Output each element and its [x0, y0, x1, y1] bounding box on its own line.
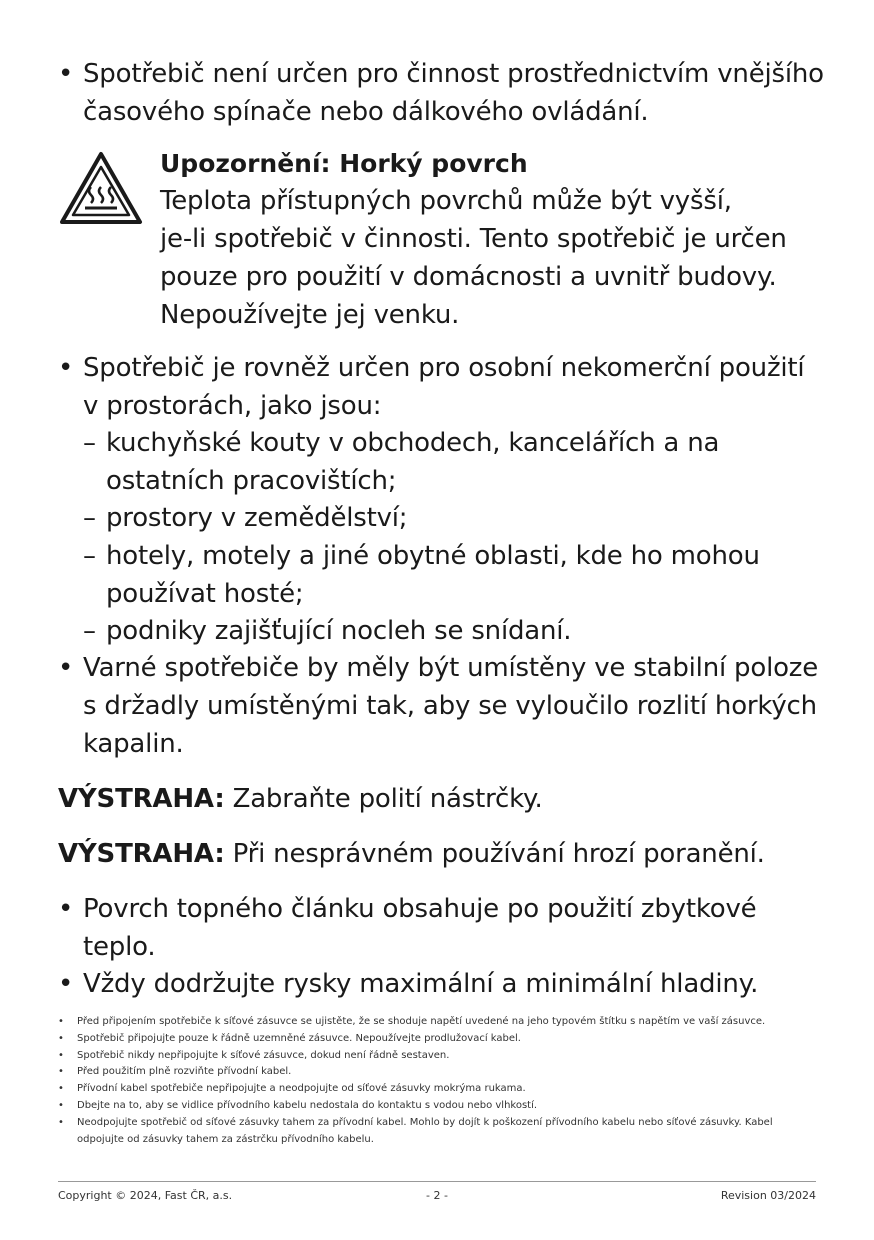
warning-statement: [58, 780, 543, 818]
bullet-icon: •: [58, 1066, 64, 1078]
bullet-icon: •: [58, 1049, 64, 1061]
small-list-item: [58, 1081, 818, 1098]
list-item: [58, 55, 824, 131]
dash-icon: –: [83, 616, 96, 646]
dash-item: [83, 424, 719, 500]
list-item: [58, 649, 818, 763]
dash-icon: –: [83, 503, 96, 533]
bullet-icon: •: [58, 1099, 64, 1111]
dash-item: [83, 537, 760, 613]
text-line: Spotřebič není určen pro činnost prostřednictvím vnějšího: [83, 59, 824, 89]
small-list-text: Před připojením spotřebiče k síťové zásuvce se ujistěte, že se shoduje napětí uvedené na jeho typovém štítku s napětím ve vaší zásuvce.: [77, 1016, 766, 1027]
warning-text: [160, 182, 840, 334]
bullet-icon: •: [58, 353, 74, 383]
text-line: kuchyňské kouty v obchodech, kancelářích a na: [106, 428, 720, 458]
text-line: teplo.: [83, 932, 156, 962]
footer-copyright: Copyright © 2024, Fast ČR, a.s.: [58, 1189, 233, 1202]
dash-icon: –: [83, 428, 96, 458]
dash-item: [83, 612, 571, 650]
bullet-icon: •: [58, 894, 74, 924]
bullet-icon: •: [58, 1116, 64, 1128]
text-line: Vždy dodržujte rysky maximální a minimální hladiny.: [83, 969, 759, 999]
list-item: [58, 965, 758, 1003]
small-list-text: Dbejte na to, aby se vidlice přívodního kabelu nedostala do kontaktu s vodou nebo vlhkostí.: [77, 1099, 538, 1111]
warning-statement-text: Při nesprávném používání hrozí poranění.: [224, 839, 765, 869]
bullet-icon: •: [58, 969, 74, 999]
small-list-item: [58, 1048, 818, 1065]
small-list-text: Spotřebič připojujte pouze k řádně uzemněné zásuvce. Nepoužívejte prodlužovací kabel.: [77, 1032, 521, 1044]
text-line: je-li spotřebič v činnosti. Tento spotřebič je určen: [160, 224, 787, 254]
warning-label: VÝSTRAHA:: [58, 784, 225, 814]
list-item: [58, 349, 804, 425]
text-line: pouze pro použití v domácnosti a uvnitř budovy.: [160, 262, 777, 292]
text-line: podniky zajišťující nocleh se snídaní.: [106, 616, 572, 646]
footer-divider: [58, 1181, 816, 1182]
bullet-icon: •: [58, 1032, 64, 1044]
small-print-list: [58, 1014, 818, 1148]
small-list-text: Přívodní kabel spotřebiče nepřipojujte a neodpojujte od síťové zásuvky mokrýma rukama.: [77, 1083, 526, 1095]
text-line: s držadly umístěnými tak, aby se vyloučilo rozlití horkých: [83, 691, 817, 721]
small-list-text: Neodpojujte spotřebič od síťové zásuvky tahem za přívodní kabel. Mohlo by dojít k poškození přívodního kabelu nebo síťové zásuvky. Kabel odpojujte od zásuvky tahem za zástrčku přívodního kabelu.: [77, 1116, 773, 1145]
small-list-item: [58, 1031, 818, 1048]
text-line: Spotřebič je rovněž určen pro osobní nekomerční použití: [83, 353, 805, 383]
warning-label: VÝSTRAHA:: [58, 839, 225, 869]
bullet-icon: •: [58, 59, 74, 89]
list-item: [58, 890, 756, 966]
small-list-item: [58, 1064, 818, 1081]
footer-revision: Revision 03/2024: [720, 1189, 816, 1202]
text-line: hotely, motely a jiné obytné oblasti, kde ho mohou: [106, 541, 760, 571]
text-line: kapalin.: [83, 729, 184, 759]
bullet-icon: •: [58, 1016, 64, 1027]
text-line: Teplota přístupných povrchů může být vyšší,: [160, 186, 732, 216]
warning-title: Upozornění: Horký povrch: [160, 149, 528, 178]
text-line: časového spínače nebo dálkového ovládání.: [83, 97, 649, 127]
text-line: prostory v zemědělství;: [106, 503, 408, 533]
text-line: v prostorách, jako jsou:: [83, 391, 382, 421]
bullet-icon: •: [58, 1083, 64, 1095]
small-list-text: Spotřebič nikdy nepřipojujte k síťové zásuvce, dokud není řádně sestaven.: [77, 1049, 450, 1061]
text-line: Nepoužívejte jej venku.: [160, 300, 460, 330]
bullet-icon: •: [58, 653, 74, 683]
small-list-text: Před použitím plně rozviňte přívodní kabel.: [77, 1066, 292, 1078]
text-line: Povrch topného článku obsahuje po použití zbytkové: [83, 894, 757, 924]
text-line: ostatních pracovištích;: [106, 466, 397, 496]
warning-statement: [58, 835, 765, 873]
small-list-item: [58, 1098, 818, 1115]
hot-surface-warning-icon: [58, 150, 144, 230]
small-list-item: [58, 1014, 818, 1031]
page-number: - 2 -: [426, 1189, 448, 1202]
small-list-item: [58, 1115, 818, 1149]
dash-icon: –: [83, 541, 96, 571]
warning-statement-text: Zabraňte polití nástrčky.: [224, 784, 543, 814]
dash-item: [83, 499, 407, 537]
text-line: používat hosté;: [106, 579, 304, 609]
text-line: Varné spotřebiče by měly být umístěny ve stabilní poloze: [83, 653, 819, 683]
